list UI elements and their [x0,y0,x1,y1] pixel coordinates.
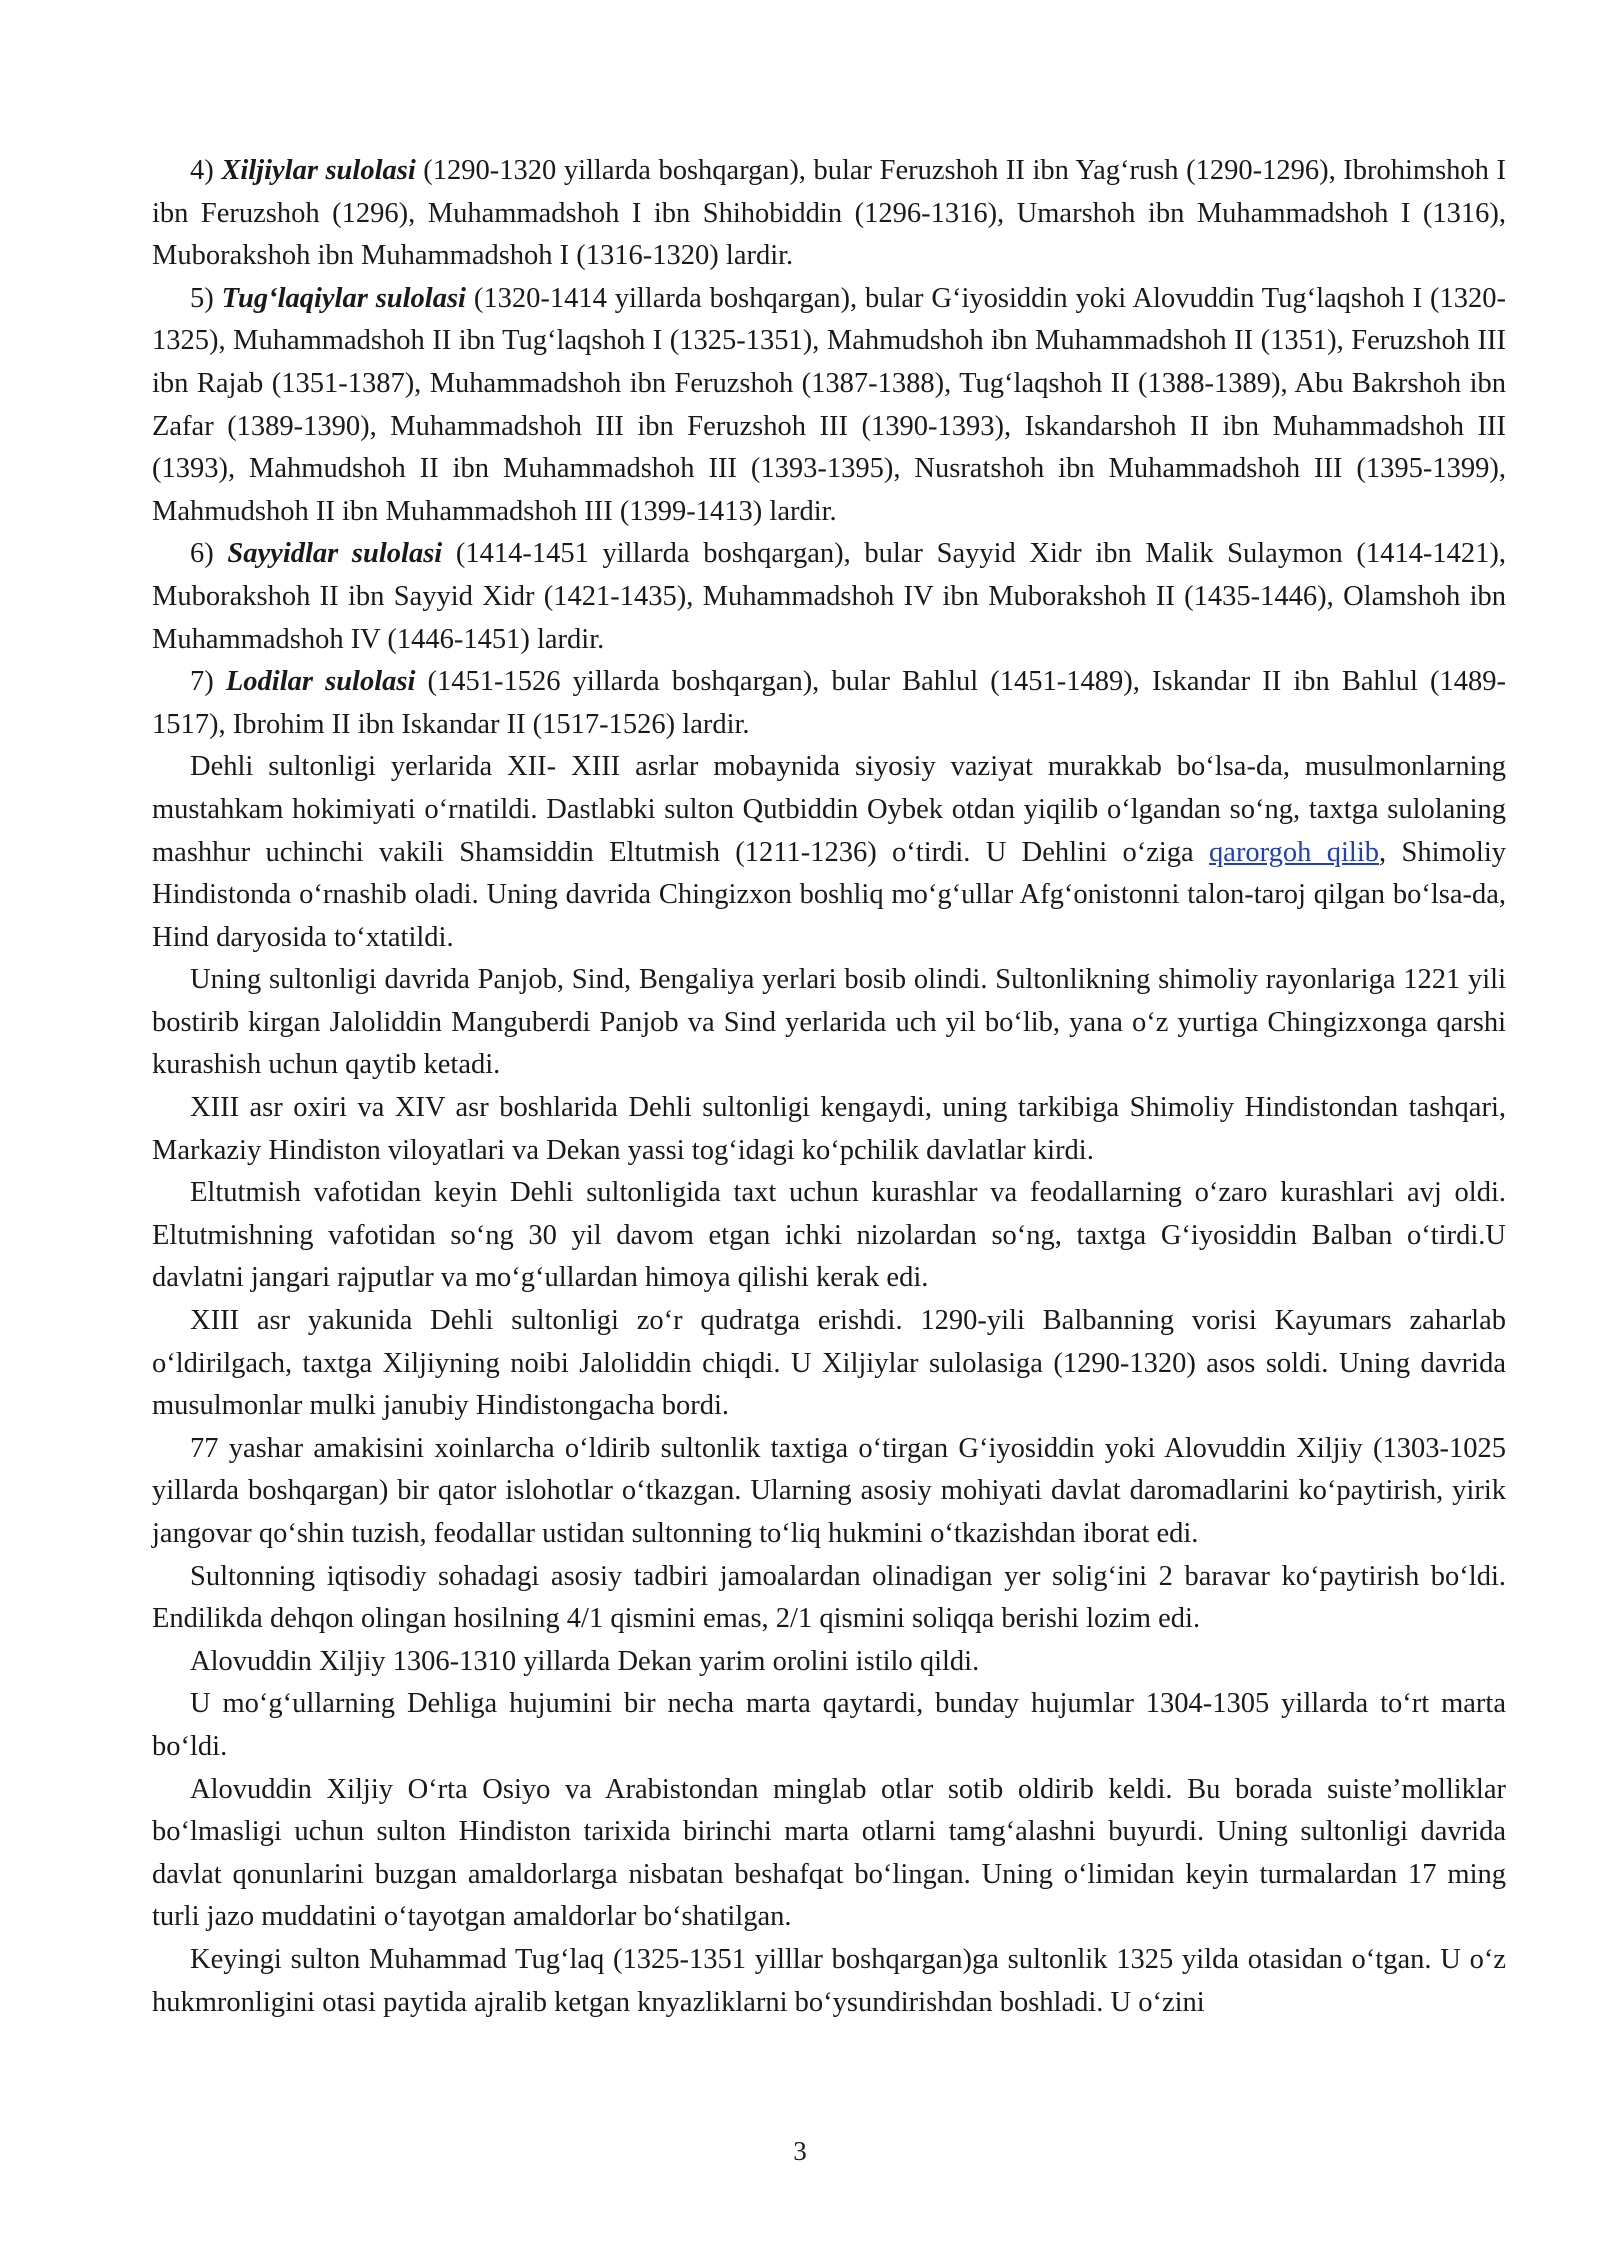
dynasty-text: (1451-1526 yillarda boshqargan), bular Bahlul (1451-1489), Iskandar II ibn Bahlul (1489-1517), Ibrohim II ibn Iskandar II (1517-1526) lardir. [152,666,1507,740]
dynasty-name: Xiljiylar sulolasi [221,155,416,186]
dynasty-text: (1320-1414 yillarda boshqargan), bular G‘iyosiddin yoki Alovuddin Tug‘laqshoh I (1320-1325), Muhammadshoh II ibn Tug‘laqshoh I (1325-1351), Mahmudshoh ibn Muhammadshoh II (1351), Feruzshoh III ibn Rajab (1351-1387), Muhammadshoh ibn Feruzshoh (1387-1388), Tug‘laqshoh II (1388-1389), Abu Bakrshoh ibn Zafar (1389-1390), Muhammadshoh III ibn Feruzshoh III (1390-1393), Iskandarshoh II ibn Muhammadshoh III (1393), Mahmudshoh II ibn Muhammadshoh III (1393-1395), Nusratshoh ibn Muhammadshoh III (1395-1399), Mahmudshoh II ibn Muhammadshoh III (1399-1413) lardir. [152,282,1506,527]
dynasty-number: 6) [190,538,214,570]
paragraph: Sultonning iqtisodiy sohadagi asosiy tadbiri jamoalardan olinadigan yer solig‘ini 2 baravar ko‘paytirish bo‘ldi. Endilikda dehqon olingan hosilning 4/1 qismini emas, 2/1 qismini soliqqa berishi lozim edi. [152,1560,1506,1635]
paragraph-text: Dehli sultonligi yerlarida XII- XIII asrlar mobaynida siyosiy vaziyat murakkab bo‘lsa-da, musulmonlarning mustahkam hokimiyati o‘rnatildi. Dastlabki sulton Qutbiddin Oybek otdan yiqilib o‘lgandan so‘ng, taxtga sulolaning mashhur uchinchi vakili Shamsiddin Eltutmish (1211-1236) o‘tirdi. U Dehlini o‘ziga [152,751,1506,868]
dynasty-paragraph-sayyidlar [152,533,1506,661]
dynasty-name: Lodilar sulolasi [225,666,416,698]
dynasty-paragraph-xiljiylar [152,150,1506,278]
paragraph: U mo‘g‘ullarning Dehliga hujumini bir necha marta qaytardi, bunday hujumlar 1304-1305 yillarda to‘rt marta bo‘ldi. [152,1688,1506,1762]
paragraph: Alovuddin Xiljiy 1306-1310 yillarda Dekan yarim orolini istilo qildi. [190,1645,980,1677]
paragraph: Uning sultonligi davrida Panjob, Sind, Bengaliya yerlari bosib olindi. Sultonlikning shimoliy rayonlariga 1221 yili bostirib kirgan Jaloliddin Manguberdi Panjob va Sind yerlarida uch yil bo‘lib, yana o‘z yurtiga Chingizxonga qarshi kurashish uchun qaytib ketadi. [152,964,1506,1081]
paragraph-text: , Shimoliy Hindistonda o‘rnashib oladi. Uning davrida Chingizxon boshliq mo‘g‘ullar Afg‘onistonni talon-taroj qilgan bo‘lsa-da, Hind daryosida to‘xtatildi. [152,836,1506,953]
page-number: 3 [793,2136,807,2166]
dynasty-paragraph-lodilar [152,661,1506,746]
paragraph: Eltutmish vafotidan keyin Dehli sultonligida taxt uchun kurashlar va feodallarning o‘zaro kurashlari avj oldi. Eltutmishning vafotidan so‘ng 30 yil davom etgan ichki nizolardan so‘ng, taxtga G‘iyosiddin Balban o‘tirdi.U davlatni jangari rajputlar va mo‘g‘ullardan himoya qilishi kerak edi. [152,1177,1506,1294]
paragraph: Alovuddin Xiljiy O‘rta Osiyo va Arabistondan minglab otlar sotib oldirib keldi. Bu borada suiste’molliklar bo‘lmasligi uchun sulton Hindiston tarixida birinchi marta otlarni tamg‘alashni buyurdi. Uning sultonligi davrida davlat qonunlarini buzgan amaldorlarga nisbatan beshafqat bo‘lingan. Uning o‘limidan keyin turmalardan 17 ming turli jazo muddatini o‘tayotgan amaldorlar bo‘shatilgan. [152,1773,1506,1933]
dynasty-name: Sayyidlar sulolasi [227,538,443,570]
dynasty-number: 5) [190,282,214,314]
qarorgoh-link[interactable]: qarorgoh qilib [1209,836,1380,868]
dynasty-number: 7) [190,666,214,698]
dynasty-text: (1290-1320 yillarda boshqargan), bular Feruzshoh II ibn Yag‘rush (1290-1296), Ibrohimshoh I ibn Feruzshoh (1296), Muhammadshoh I ibn Shihobiddin (1296-1316), Umarshoh ibn Muhammadshoh I (1316), Muborakshoh ibn Muhammadshoh I (1316-1320) lardir. [152,155,1506,272]
paragraph: XIII asr yakunida Dehli sultonligi zo‘r qudratga erishdi. 1290-yili Balbanning vorisi Kayumars zaharlab o‘ldirilgach, taxtga Xiljiyning noibi Jaloliddin chiqdi. U Xiljiylar sulolasiga (1290-1320) asos soldi. Uning davrida musulmonlar mulki janubiy Hindistongacha bordi. [152,1305,1506,1422]
paragraph-eltutmish [152,746,1506,959]
dynasty-text: (1414-1451 yillarda boshqargan), bular Sayyid Xidr ibn Malik Sulaymon (1414-1421), Muborakshoh II ibn Sayyid Xidr (1421-1435), Muhammadshoh IV ibn Muborakshoh II (1435-1446), Olamshoh ibn Muhammadshoh IV (1446-1451) lardir. [152,538,1506,655]
dynasty-name: Tug‘laqiylar sulolasi [221,282,466,314]
document-body [152,150,1506,2024]
paragraph: Keyingi sulton Muhammad Tug‘laq (1325-1351 yilllar boshqargan)ga sultonlik 1325 yilda otasidan o‘tgan. U o‘z hukmronligini otasi paytida ajralib ketgan knyazliklarni bo‘ysundirishdan boshladi. U o‘zini [152,1943,1506,2018]
paragraph: XIII asr oxiri va XIV asr boshlarida Dehli sultonligi kengaydi, uning tarkibiga Shimoliy Hindistondan tashqari, Markaziy Hindiston viloyatlari va Dekan yassi tog‘idagi ko‘pchilik davlatlar kirdi. [152,1092,1506,1166]
dynasty-number: 4) [190,155,214,186]
dynasty-paragraph-tuglaqiylar [152,278,1506,534]
paragraph: 77 yashar amakisini xoinlarcha o‘ldirib sultonlik taxtiga o‘tirgan G‘iyosiddin yoki Alovuddin Xiljiy (1303-1025 yillarda boshqargan) bir qator islohotlar o‘tkazgan. Ularning asosiy mohiyati davlat daromadlarini ko‘paytirish, yirik jangovar qo‘shin tuzish, feodallar ustidan sultonning to‘liq hukmini o‘tkazishdan iborat edi. [152,1432,1506,1549]
